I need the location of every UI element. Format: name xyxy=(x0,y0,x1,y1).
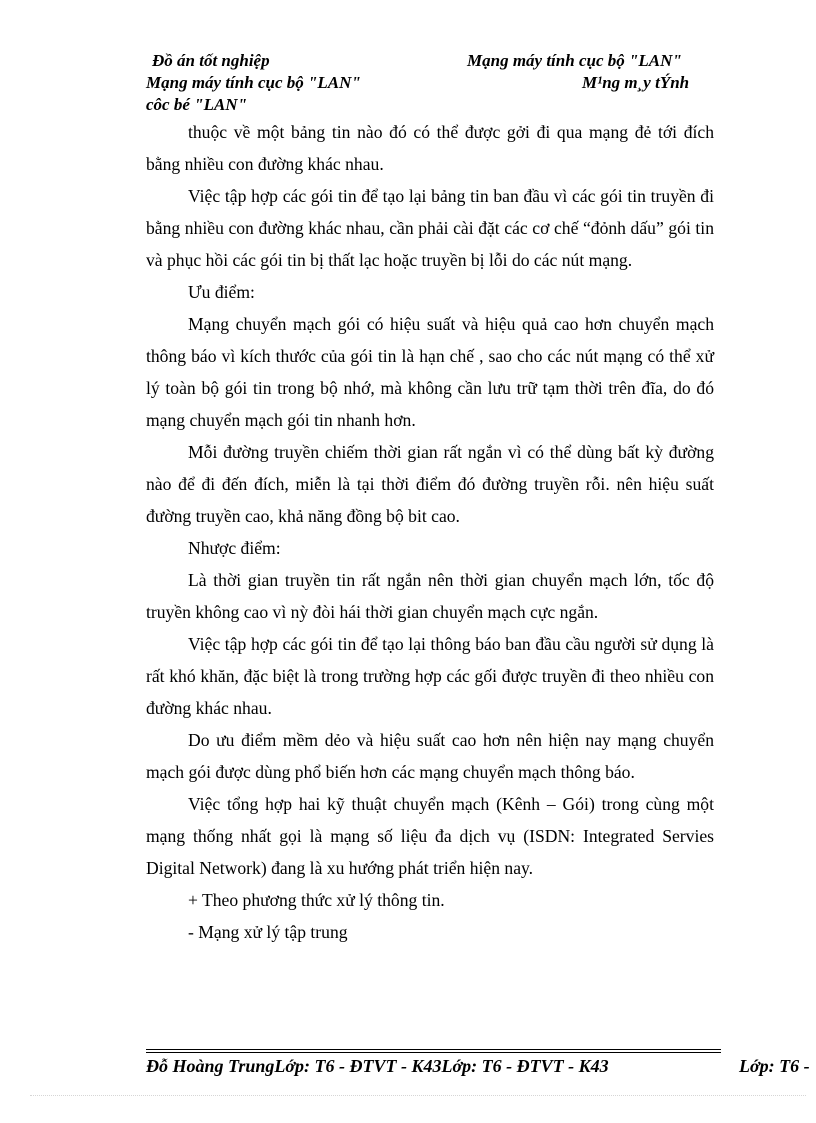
paragraph: Mạng chuyển mạch gói có hiệu suất và hiệu quả cao hơn chuyển mạch thông báo vì kích thước của gói tin là hạn chế , sao cho các nút mạng có thể xử lý toàn bộ gói tin trong bộ nhớ, mà không cần lưu trữ tạm thời trên đĩa, do đó mạng chuyển mạch gói tin nhanh hơn. xyxy=(146,314,714,430)
header-subtitle-left-cont: côc bé "LAN" xyxy=(146,95,248,114)
paragraph-heading-disadvantages: Nhược điểm: xyxy=(188,538,281,558)
paragraph: Do ưu điểm mềm dẻo và hiệu suất cao hơn nên hiện nay mạng chuyển mạch gói được dùng phổ biến hơn các mạng chuyển mạch thông báo. xyxy=(146,730,714,782)
page-bottom-edge xyxy=(30,1095,806,1096)
document-body xyxy=(146,116,714,948)
paragraph: Là thời gian truyền tin rất ngắn nên thời gian chuyển mạch lớn, tốc độ truyền không cao vì nỳ đòi hái thời gian chuyển mạch cực ngắn. xyxy=(146,570,714,622)
header-subtitle-left: Mạng máy tính cục bộ "LAN" xyxy=(146,73,361,92)
footer-author-class: Đỗ Hoàng TrungLớp: T6 - ĐTVT - K43Lớp: T6 - ĐTVT - K43 xyxy=(146,1056,609,1076)
header-subtitle-right: M¹ng m¸y tÝnh xyxy=(582,73,690,92)
paragraph: Việc tập hợp các gói tin để tạo lại thông báo ban đầu cầu người sử dụng là rất khó khăn, đặc biệt là trong trường hợp các gối được truyền đi theo nhiều con đường khác nhau. xyxy=(146,634,714,718)
footer-divider xyxy=(146,1049,721,1053)
header-title-left: Đồ án tốt nghiệp xyxy=(152,51,270,70)
list-item: - Mạng xử lý tập trung xyxy=(188,922,348,942)
footer-class-right: Lớp: T6 - xyxy=(739,1056,810,1076)
list-item: + Theo phương thức xử lý thông tin. xyxy=(188,890,445,910)
paragraph-heading-advantages: Ưu điểm: xyxy=(188,282,255,302)
header-title-right: Mạng máy tính cục bộ "LAN" xyxy=(467,51,682,70)
paragraph: Mỗi đường truyền chiếm thời gian rất ngắn vì có thể dùng bất kỳ đường nào để đi đến đích, miễn là tại thời điểm đó đường truyền rỗi. nên hiệu suất đường truyền cao, khả năng đồng bộ bit cao. xyxy=(146,442,714,526)
paragraph: Việc tổng hợp hai kỹ thuật chuyển mạch (Kênh – Gói) trong cùng một mạng thống nhất gọi là mạng số liệu đa dịch vụ (ISDN: Integrated Servies Digital Network) đang là xu hướng phát triển hiện nay. xyxy=(146,794,714,878)
paragraph: Việc tập hợp các gói tin để tạo lại bảng tin ban đầu vì các gói tin truyền đi bằng nhiều con đường khác nhau, cần phải cài đặt các cơ chế “đỏnh dấu” gói tin và phục hồi các gói tin bị thất lạc hoặc truyền bị lỗi do các nút mạng. xyxy=(146,186,714,270)
paragraph-continuation: thuộc về một bảng tin nào đó có thể được gởi đi qua mạng đẻ tới đích bằng nhiều con đường khác nhau. xyxy=(146,122,714,174)
